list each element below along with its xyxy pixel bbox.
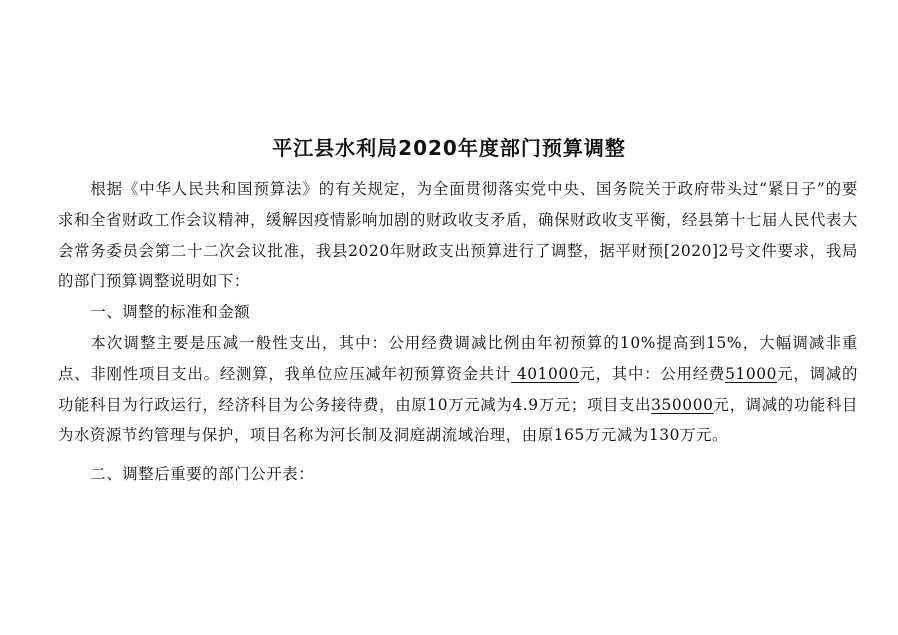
intro-paragraph: 根据《中华人民共和国预算法》的有关规定，为全面贯彻落实党中央、国务院关于政府带头过“紧日子”的要求和全省财政工作会议精神，缓解因疫情影响加剧的财政收支矛盾，确保财政收支平衡，经县第十七届人民代表大会常务委员会第二十二次会议批准，我县2020年财政支出预算进行了调整，据平财预[2020]2号文件要求，我局的部门预算调整说明如下： xyxy=(58,180,858,291)
total-reduction-amount: 401000 xyxy=(511,364,580,383)
project-funds-amount: 350000 xyxy=(651,395,714,414)
section-paragraph-adjustment xyxy=(58,328,858,451)
section-heading-standards: 一、调整的标准和金额 xyxy=(90,303,251,322)
public-funds-amount: 51000 xyxy=(725,364,778,383)
adjustment-text-part1: 本次调整主要是压减一般性支出，其中：公用经费调减比例由年初预算的10%提高到15%，大幅调减非重点、非刚性项目支出。经测算，我单位应压减年初预算资金共计 xyxy=(58,333,858,383)
section-heading-public-tables: 二、调整后重要的部门公开表： xyxy=(90,465,315,484)
document-body xyxy=(58,174,858,490)
adjustment-text-part2: 元，其中：公用经费 xyxy=(579,364,726,383)
document-title: 平江县水利局2020年度部门预算调整 xyxy=(272,136,626,160)
adjustment-text-part4: 元，调减的功能科目为水资源节约管理与保护，项目名称为河长制及洞庭湖流域治理，由原165万元减为130万元。 xyxy=(58,395,858,445)
adjustment-text-part3: 元，调减的功能科目为行政运行，经济科目为公务接待费，由原10万元减为4.9万元；项目支出 xyxy=(58,364,858,414)
